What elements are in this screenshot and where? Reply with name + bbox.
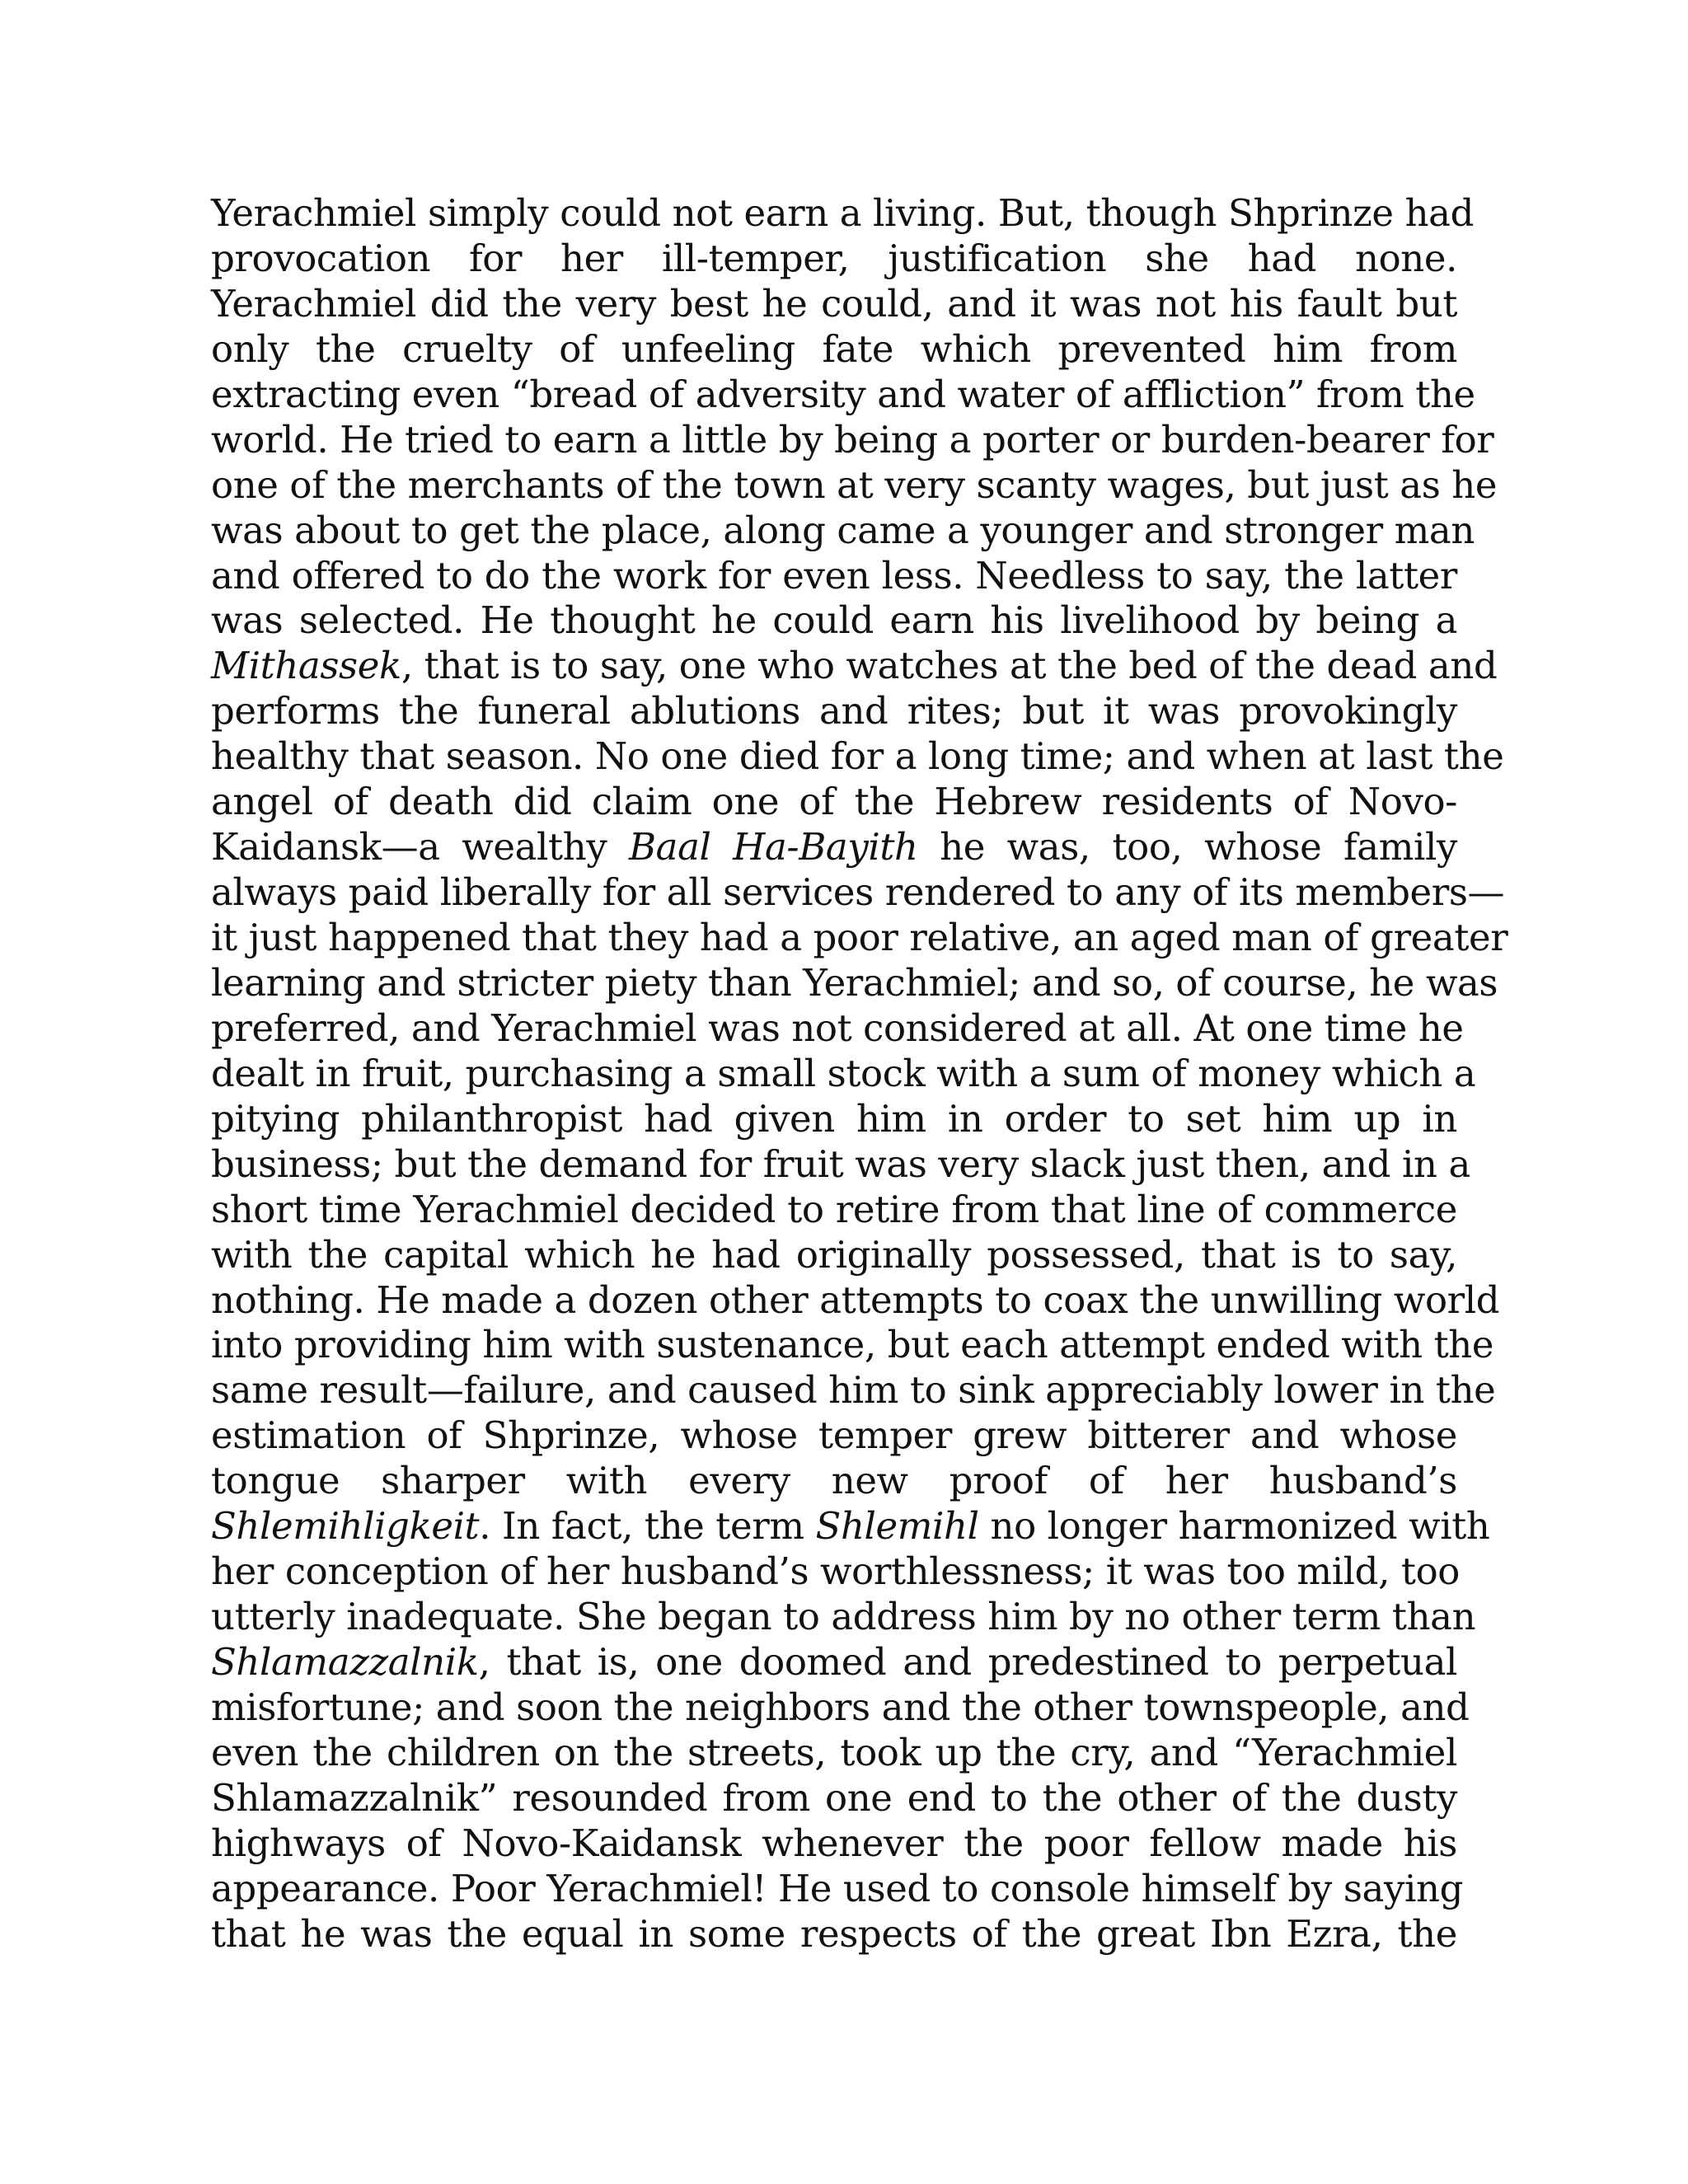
italic-term: Shlemihl [815,1504,979,1549]
text-line [211,191,1474,237]
text-segment: short time Yerachmiel decided to retire from that line of commerce [211,1187,1457,1231]
text-segment: he was, too, whose family [917,825,1457,869]
text-segment: utterly inadequate. She began to address him by no other term than [211,1595,1476,1639]
text-line [211,1005,1464,1052]
text-line [211,554,1457,599]
text-segment: dealt in fruit, purchasing a small stock with a sum of money which a [211,1051,1476,1095]
italic-term: Baal Ha-Bayith [628,825,918,869]
text-line [211,825,1457,870]
text-segment: Yerachmiel simply could not earn a living. But, though Shprinze had [211,191,1474,235]
text-segment: extracting even “bread of adversity and water of affliction” from the [211,372,1475,416]
text-segment: estimation of Shprinze, whose temper grew bitterer and whose [211,1413,1457,1458]
text-segment: provocation for her ill-temper, justification she had none. [211,236,1457,280]
italic-term: Mithassek [211,644,401,688]
text-segment: highways of Novo-Kaidansk whenever the poor fellow made his [211,1821,1457,1865]
italic-term: Shlemihligkeit [211,1504,480,1549]
text-segment: appearance. Poor Yerachmiel! He used to console himself by saying [211,1866,1463,1910]
text-segment: performs the funeral ablutions and rites; but it was provokingly [211,689,1457,733]
text-segment: was selected. He thought he could earn his livelihood by being a [211,598,1457,643]
text-line [211,327,1457,373]
text-line [211,1277,1500,1324]
text-segment: Yerachmiel did the very best he could, and it was not his fault but [211,281,1457,326]
text-segment: . In fact, the term [479,1504,816,1549]
text-line [211,598,1457,644]
text-line [211,1141,1470,1188]
text-line [211,462,1498,509]
text-line [211,282,1457,327]
text-segment: tongue sharper with every new proof of her husband’s [211,1459,1457,1503]
text-line [211,1776,1457,1821]
text-segment: her conception of her husband’s worthlessness; it was too mild, too [211,1549,1460,1594]
text-line [211,644,1498,689]
text-segment: always paid liberally for all services rendered to any of its members— [211,870,1505,915]
text-segment: healthy that season. No one died for a long time; and when at last the [211,734,1504,779]
text-line [211,1368,1496,1413]
text-segment: no longer harmonized with [978,1504,1490,1549]
text-segment: that he was the equal in some respects of the great Ibn Ezra, the [211,1911,1457,1956]
text-line [211,734,1504,780]
text-line [211,780,1457,825]
text-segment: one of the merchants of the town at very scanty wages, but just as he [211,462,1498,507]
text-segment: only the cruelty of unfeeling fate which prevented him from [211,326,1457,371]
text-line [211,1504,1490,1549]
text-line [211,1595,1476,1640]
text-line [211,689,1457,734]
text-segment: was about to get the place, along came a younger and stronger man [211,508,1475,552]
text-line [211,870,1505,916]
text-segment: even the children on the streets, took up the cry, and “Yerachmiel [211,1730,1457,1774]
text-line [211,372,1475,418]
text-line [211,1459,1457,1504]
text-line [211,237,1457,282]
text-segment: nothing. He made a dozen other attempts to coax the unwilling world [211,1277,1500,1322]
text-segment: , that is, one doomed and predestined to perpetual [478,1640,1457,1684]
text-line [211,508,1475,554]
text-segment: into providing him with sustenance, but each attempt ended with the [211,1323,1494,1367]
text-line [211,1233,1457,1278]
text-segment: with the capital which he had originally possessed, that is to say, [211,1232,1457,1277]
text-line [211,1413,1457,1459]
text-segment: angel of death did claim one of the Hebrew residents of Novo- [211,780,1457,824]
text-segment: business; but the demand for fruit was very slack just then, and in a [211,1141,1470,1186]
text-segment: learning and stricter piety than Yerachmiel; and so, of course, he was [211,960,1498,1005]
text-segment: misfortune; and soon the neighbors and the other townspeople, and [211,1685,1470,1729]
text-line [211,1051,1476,1097]
text-segment: , that is to say, one who watches at the bed of the dead and [401,644,1498,688]
text-line [211,1188,1457,1233]
text-line [211,1866,1463,1912]
text-line [211,1323,1494,1368]
body-paragraph [211,191,1508,1957]
text-line [211,1097,1457,1142]
italic-term: Shlamazzalnik [211,1640,479,1684]
text-line [211,916,1508,961]
text-segment: same result—failure, and caused him to sink appreciably lower in the [211,1368,1496,1413]
text-segment: pitying philanthropist had given him in order to set him up in [211,1096,1457,1141]
text-line [211,1640,1457,1685]
text-segment: and offered to do the work for even less. Needless to say, the latter [211,553,1457,598]
text-line [211,960,1498,1006]
text-line [211,1912,1457,1957]
text-line [211,417,1494,463]
text-segment: Kaidansk—a wealthy [211,825,629,869]
text-segment: preferred, and Yerachmiel was not considered at all. At one time he [211,1005,1464,1050]
text-line [211,1685,1470,1731]
text-line [211,1549,1460,1595]
text-segment: world. He tried to earn a little by being a porter or burden-bearer for [211,417,1494,462]
text-line [211,1821,1457,1867]
text-line [211,1731,1457,1776]
text-segment: Shlamazzalnik” resounded from one end to the other of the dusty [211,1775,1457,1820]
text-segment: it just happened that they had a poor relative, an aged man of greater [211,916,1508,959]
